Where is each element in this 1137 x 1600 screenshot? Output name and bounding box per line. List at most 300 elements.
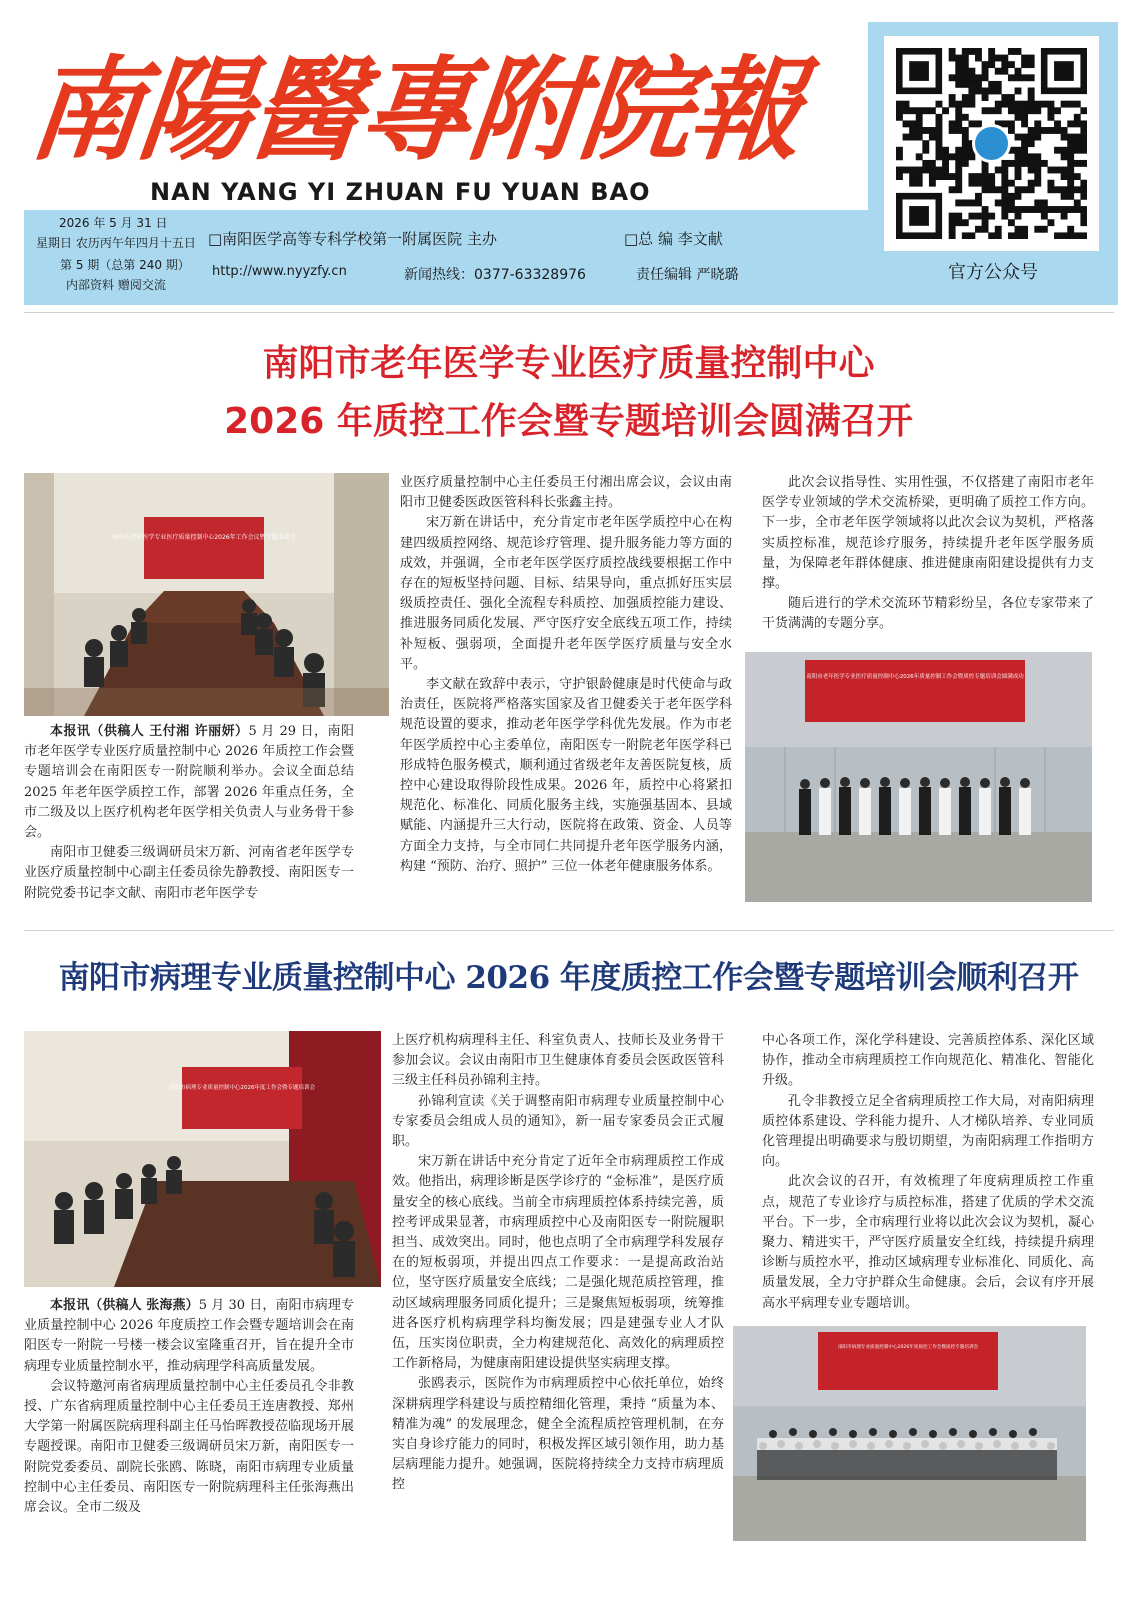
qr-module (955, 180, 962, 187)
issue-number: 第 5 期（总第 240 期） (60, 258, 190, 272)
qr-module (1054, 127, 1061, 134)
qr-module (1041, 127, 1048, 134)
qr-module (1054, 232, 1061, 239)
qr-module (1067, 226, 1074, 233)
qr-module (968, 180, 975, 187)
qr-module (936, 101, 943, 108)
qr-module (942, 147, 949, 154)
qr-module (968, 88, 975, 95)
qr-module (1021, 107, 1028, 114)
qr-module (1001, 68, 1008, 75)
article1-headline-line1: 南阳市老年医学专业医疗质量控制中心 (262, 343, 875, 384)
qr-module (1021, 134, 1028, 141)
qr-module (949, 101, 956, 108)
qr-module (1008, 232, 1015, 239)
qr-module (1001, 120, 1008, 127)
article2-meeting-photo (24, 1031, 381, 1287)
qr-module (982, 180, 989, 187)
responsible-editor: 责任编辑 严晓璐 (636, 267, 739, 283)
qr-module (982, 219, 989, 226)
qr-module (896, 114, 903, 121)
qr-module (1074, 206, 1081, 213)
article2-column-3 (762, 1031, 1094, 1314)
qr-module (968, 68, 975, 75)
qr-module (1028, 167, 1035, 174)
article2-column-1 (24, 1296, 354, 1518)
qr-module (955, 61, 962, 68)
qr-module (1067, 206, 1074, 213)
qr-module (955, 127, 962, 134)
qr-module (982, 107, 989, 114)
qr-module (962, 134, 969, 141)
qr-module (903, 134, 910, 141)
newspaper-title: 南陽醫專附院報 (23, 45, 807, 176)
qr-module (1041, 101, 1048, 108)
article1-group-photo (745, 652, 1092, 902)
qr-module (1021, 232, 1028, 239)
qr-module (982, 88, 989, 95)
qr-module (1061, 101, 1068, 108)
article2-photo1-screen-text: 南阳市病理专业质量控制中心2026年度工作会暨专题培训会 (169, 1085, 315, 1091)
qr-module (962, 94, 969, 101)
qr-module (942, 153, 949, 160)
qr-module (922, 140, 929, 147)
qr-module (968, 120, 975, 127)
qr-module (968, 101, 975, 108)
qr-module (1028, 153, 1035, 160)
qr-module (1034, 107, 1041, 114)
qr-module (909, 107, 916, 114)
qr-module (909, 173, 916, 180)
qr-module (1067, 147, 1074, 154)
qr-module (1008, 206, 1015, 213)
qr-module (962, 68, 969, 75)
qr-module (1001, 199, 1008, 206)
qr-module (975, 213, 982, 220)
qr-module (949, 232, 956, 239)
qr-module (1001, 186, 1008, 193)
issue-date: 2026 年 5 月 31 日 (59, 216, 168, 230)
qr-module (1067, 153, 1074, 160)
qr-module (1067, 180, 1074, 187)
qr-module (1074, 186, 1081, 193)
qr-module (949, 226, 956, 233)
qr-module (988, 107, 995, 114)
website-url[interactable]: http://www.nyyzfy.cn (212, 264, 347, 279)
qr-module (896, 147, 903, 154)
qr-module (1021, 74, 1028, 81)
qr-module (1074, 120, 1081, 127)
qr-module (936, 114, 943, 121)
qr-module (1061, 147, 1068, 154)
qr-module (916, 134, 923, 141)
qr-module (1015, 232, 1022, 239)
article1-col2-p3: 李文献在致辞中表示，守护银龄健康是时代使命与政治责任，医院将严格落实国家及省卫健委关于老年医学科规范设置的要求，推动老年医学学科优先发展。作为市老年医学质控中心主委单位，南阳医专一附院老年医学科已形成特色服务模式，顺利通过省级老年友善医院复核，质控中心建设取得阶段性成果。2026 年，质控中心将紧扣规范化、标准化、同质化服务主线，实施强基固本、县域赋能、内涵提升三大行动，医院将在政策、资金、人员等方面全力支持，与全市同仁共同提升老年医学服务内涵，构建 “预防、治疗、照护” 三位一体老年健康服务体系。 (400, 677, 732, 874)
qr-module (1034, 199, 1041, 206)
qr-module (1034, 127, 1041, 134)
qr-module (949, 127, 956, 134)
qr-module (988, 81, 995, 88)
qr-module (1015, 226, 1022, 233)
qr-module (1015, 167, 1022, 174)
qr-module (1054, 147, 1061, 154)
qr-module (1021, 61, 1028, 68)
qr-module (1074, 147, 1081, 154)
qr-module (1047, 186, 1054, 193)
qr-module (949, 74, 956, 81)
qr-module (1041, 199, 1048, 206)
qr-module (1008, 61, 1015, 68)
qr-module (968, 199, 975, 206)
qr-module (975, 193, 982, 200)
qr-module (1067, 232, 1074, 239)
qr-module (982, 74, 989, 81)
qr-module (962, 153, 969, 160)
qr-module (955, 147, 962, 154)
qr-module (896, 173, 903, 180)
qr-module (995, 167, 1002, 174)
qr-module (1067, 140, 1074, 147)
qr-module (962, 232, 969, 239)
qr-module (949, 186, 956, 193)
qr-label: 官方公众号 (948, 262, 1038, 283)
article1-col2-p2: 宋万新在讲话中，充分肯定市老年医学质控中心在构建四级质控网络、规范诊疗管理、提升服务能力等方面的成效，并强调，全市老年医学医疗质控战线要根据工作中存在的短板坚持问题、目标、结果导向，重点抓好压实层级质控责任、强化全流程专科质控、加强质控能力建设、推进服务同质化发展、严守医疗安全底线五项工作，持续补短板、强弱项，全面提升老年医学医疗质量与安全水平。 (400, 515, 732, 672)
qr-module (1054, 186, 1061, 193)
qr-module (929, 167, 936, 174)
qr-module (1047, 127, 1054, 134)
qr-module (1061, 232, 1068, 239)
qr-module (1021, 120, 1028, 127)
qr-module (962, 160, 969, 167)
qr-module (1034, 167, 1041, 174)
qr-module (988, 232, 995, 239)
qr-module (962, 199, 969, 206)
qr-module (962, 74, 969, 81)
qr-module (1034, 180, 1041, 187)
qr-module (982, 68, 989, 75)
qr-module (1080, 127, 1087, 134)
qr-module (988, 180, 995, 187)
qr-module (916, 180, 923, 187)
qr-finder-square (909, 206, 929, 226)
qr-finder-square (1054, 61, 1074, 81)
article2-col3-p2: 孔令非教授立足全省病理质控工作大局，对南阳病理质控体系建设、学科能力提升、人才梯队培养、专业同质化管理提出明确要求与殷切期望，为南阳病理工作指明方向。 (762, 1093, 1094, 1170)
qr-module (982, 61, 989, 68)
qr-module (968, 81, 975, 88)
qr-module (1001, 180, 1008, 187)
qr-module (1008, 74, 1015, 81)
qr-module (1015, 193, 1022, 200)
qr-module (909, 127, 916, 134)
qr-module (1015, 173, 1022, 180)
qr-module (929, 134, 936, 141)
qr-module (903, 101, 910, 108)
article2-col2-p3: 宋万新在讲话中充分肯定了近年全市病理质控工作成效。他指出，病理诊断是医学诊疗的 “金标准”，是医疗质量安全的核心底线。当前全市病理质控体系持续完善，质控考评成果显著，市病理质控中心及南阳医专一附院履职担当、成效突出。同时，他也点明了全市病理学科发展存在的短板弱项，并提出四点工作要求：一是提高政治站位，坚守医疗质量安全底线；二是强化规范质控管理，推动区域病理服务同质化提升；三是聚焦短板弱项，统筹推进各医疗机构病理学科均衡发展；四是建强专业人才队伍，压实岗位职责，全力构建规范化、高效化的病理质控工作新格局，为健康南阳建设提供坚实病理支撑。 (392, 1154, 724, 1372)
qr-module (949, 219, 956, 226)
qr-module (1080, 120, 1087, 127)
qr-module (1047, 167, 1054, 174)
qr-module (1008, 219, 1015, 226)
qr-module (1021, 153, 1028, 160)
qr-module (1001, 94, 1008, 101)
qr-module (982, 94, 989, 101)
wechat-qr-code[interactable] (884, 36, 1099, 251)
article1-column-1 (24, 722, 354, 904)
qr-module (1008, 160, 1015, 167)
qr-module (1034, 120, 1041, 127)
qr-module (955, 213, 962, 220)
qr-module (936, 167, 943, 174)
qr-module (1061, 173, 1068, 180)
qr-module (1041, 160, 1048, 167)
qr-module (1015, 107, 1022, 114)
qr-module (1080, 186, 1087, 193)
qr-module (1001, 55, 1008, 62)
qr-module (1028, 180, 1035, 187)
internal-notice: 内部资料 赠阅交流 (66, 278, 166, 292)
qr-module (1008, 120, 1015, 127)
qr-module (929, 107, 936, 114)
qr-module (988, 88, 995, 95)
qr-module (1015, 68, 1022, 75)
qr-module (1061, 213, 1068, 220)
qr-module (916, 167, 923, 174)
qr-module (968, 232, 975, 239)
qr-module (1080, 160, 1087, 167)
article2-col2-p4: 张鸥表示，医院作为市病理质控中心依托单位，始终深耕病理学科建设与质控精细化管理，秉持 “质量为本、精准为魂” 的发展理念，健全全流程质控管理机制，在夯实自身诊疗能力的同时，积极发挥区域引领作用，助力基层病理能力提升。她强调，医院将持续全力支持市病理质控 (392, 1376, 724, 1493)
qr-module (1034, 206, 1041, 213)
qr-module (1067, 101, 1074, 108)
article2-col3-p3: 此次会议的召开，有效梳理了年度病理质控工作重点，规范了专业诊疗与质控标准，搭建了优质的学术交流平台。下一步，全市病理行业将以此次会议为契机，凝心聚力、精进实干，严守医疗质量安全红线，持续提升病理诊断与质控水平，推动区域病理专业标准化、同质化、高质量发展，全力守护群众生命健康。会后，会议有序开展高水平病理专业专题培训。 (762, 1174, 1094, 1311)
article1-byline: 本报讯（供稿人 王付湘 许丽妍） (50, 724, 249, 739)
qr-module (929, 173, 936, 180)
article1-col2-p1: 业医疗质量控制中心主任委员王付湘出席会议，会议由南阳市卫健委医政医管科科长张鑫主持。 (400, 475, 732, 511)
qr-module (988, 186, 995, 193)
article1-photo2-banner-text: 南阳市老年医学专业医疗质量控制中心2026年质量控制工作会暨质控专题培训会圆满成功 (806, 674, 1024, 680)
qr-module (982, 226, 989, 233)
qr-module (962, 61, 969, 68)
qr-module (975, 226, 982, 233)
qr-module (942, 107, 949, 114)
qr-module (1021, 186, 1028, 193)
qr-module (1001, 160, 1008, 167)
qr-module (1047, 114, 1054, 121)
qr-module (1067, 167, 1074, 174)
qr-module (916, 120, 923, 127)
article2-col2-p1: 上医疗机构病理科主任、科室负责人、技师长及业务骨干参加会议。会议由南阳市卫生健康体育委员会医政医管科三级主任科员孙锦利主持。 (392, 1033, 724, 1089)
qr-module (922, 167, 929, 174)
qr-module (1008, 193, 1015, 200)
qr-module (955, 101, 962, 108)
qr-module (903, 120, 910, 127)
qr-module (968, 48, 975, 55)
qr-module (1008, 127, 1015, 134)
qr-module (949, 213, 956, 220)
qr-module (909, 180, 916, 187)
qr-module (1028, 140, 1035, 147)
qr-module (1061, 167, 1068, 174)
qr-module (922, 127, 929, 134)
qr-module (1021, 226, 1028, 233)
qr-module (949, 153, 956, 160)
qr-module (1021, 206, 1028, 213)
qr-module (903, 167, 910, 174)
qr-module (1041, 213, 1048, 220)
qr-module (1061, 193, 1068, 200)
qr-module (995, 88, 1002, 95)
qr-module (995, 186, 1002, 193)
qr-module (1047, 219, 1054, 226)
qr-module (975, 120, 982, 127)
qr-module (1047, 101, 1054, 108)
qr-module (1021, 160, 1028, 167)
qr-module (1008, 107, 1015, 114)
qr-module (922, 147, 929, 154)
qr-module (1015, 213, 1022, 220)
qr-module (955, 107, 962, 114)
article2-col2-p2: 孙锦利宣读《关于调整南阳市病理专业质量控制中心专家委员会组成人员的通知》，新一届专家委员会正式履职。 (392, 1093, 724, 1150)
masthead-divider (24, 312, 1114, 313)
qr-module (1067, 134, 1074, 141)
weekday-lunar-date: 星期日 农历丙午年四月十五日 (36, 236, 196, 250)
qr-module (995, 68, 1002, 75)
qr-module (1028, 160, 1035, 167)
qr-module (1015, 134, 1022, 141)
qr-module (909, 167, 916, 174)
qr-module (936, 153, 943, 160)
qr-module (1001, 101, 1008, 108)
qr-module (936, 127, 943, 134)
qr-module (955, 55, 962, 62)
qr-module (1054, 107, 1061, 114)
qr-module (896, 107, 903, 114)
qr-module (896, 153, 903, 160)
qr-module (1080, 140, 1087, 147)
qr-module (1008, 180, 1015, 187)
newspaper-title-pinyin: NAN YANG YI ZHUAN FU YUAN BAO (150, 178, 651, 206)
qr-module (1074, 173, 1081, 180)
qr-module (1074, 134, 1081, 141)
qr-finder-square (909, 61, 929, 81)
qr-module (988, 213, 995, 220)
qr-module (896, 167, 903, 174)
qr-module (896, 101, 903, 108)
qr-module (982, 213, 989, 220)
qr-module (955, 114, 962, 121)
qr-module (1015, 186, 1022, 193)
qr-module (1008, 48, 1015, 55)
qr-module (988, 173, 995, 180)
article2-column-2 (392, 1031, 724, 1496)
qr-module (1028, 186, 1035, 193)
qr-module (1001, 206, 1008, 213)
qr-module (1061, 206, 1068, 213)
qr-module (1034, 153, 1041, 160)
qr-module (982, 206, 989, 213)
qr-module (949, 55, 956, 62)
qr-module (995, 199, 1002, 206)
qr-module (1034, 101, 1041, 108)
qr-module (1015, 48, 1022, 55)
qr-module (1080, 134, 1087, 141)
article2-col3-p1: 中心各项工作，深化学科建设、完善质控体系、深化区域协作，推动全市病理质控工作向规范化、精准化、智能化升级。 (762, 1033, 1094, 1089)
qr-module (1028, 61, 1035, 68)
qr-module (962, 140, 969, 147)
qr-module (1047, 180, 1054, 187)
qr-module (995, 81, 1002, 88)
qr-module (1015, 114, 1022, 121)
qr-module (955, 160, 962, 167)
qr-module (1001, 173, 1008, 180)
article2-headline: 南阳市病理专业质量控制中心 2026 年度质控工作会暨专题培训会顺利召开 (58, 960, 1079, 996)
qr-module (1028, 94, 1035, 101)
article2-col1-p2: 会议特邀河南省病理质量控制中心主任委员孔令非教授、广东省病理质量控制中心主任委员王连唐教授、郑州大学第一附属医院病理科副主任马怡晖教授莅临现场开展专题授课。南阳市卫健委三级调研员宋万新，南阳医专一附院党委委员、副院长张鸥、陈晓，南阳市病理专业质量控制中心主任委员、南阳医专一附院病理科主任张海燕出席会议。全市二级及 (24, 1378, 354, 1516)
qr-module (1028, 74, 1035, 81)
qr-module (942, 173, 949, 180)
qr-module (1028, 107, 1035, 114)
qr-module (1015, 153, 1022, 160)
qr-module (916, 153, 923, 160)
article1-col1-p2: 南阳市卫健委三级调研员宋万新、河南省老年医学专业医疗质量控制中心副主任委员徐先静教授、南阳医专一附院党委书记李文献、南阳市老年医学专 (24, 845, 354, 901)
qr-module (962, 114, 969, 121)
qr-module (922, 160, 929, 167)
qr-module (942, 160, 949, 167)
qr-logo-icon (974, 126, 1010, 162)
qr-module (1001, 193, 1008, 200)
qr-module (1015, 101, 1022, 108)
qr-module (1061, 127, 1068, 134)
qr-module (995, 107, 1002, 114)
article1-col3-p2: 随后进行的学术交流环节精彩纷呈，各位专家带来了干货满满的专题分享。 (762, 596, 1094, 632)
qr-module (988, 61, 995, 68)
qr-module (1021, 55, 1028, 62)
qr-module (1054, 206, 1061, 213)
qr-module (916, 173, 923, 180)
qr-module (909, 120, 916, 127)
qr-module (975, 48, 982, 55)
article-divider (24, 930, 1114, 931)
qr-module (975, 199, 982, 206)
qr-module (1047, 206, 1054, 213)
qr-module (936, 173, 943, 180)
qr-module (988, 48, 995, 55)
host-organization: □南阳医学高等专科学校第一附属医院 主办 (208, 230, 497, 248)
qr-module (982, 167, 989, 174)
qr-module (1074, 114, 1081, 121)
qr-module (1028, 88, 1035, 95)
qr-module (1074, 140, 1081, 147)
qr-module (929, 160, 936, 167)
qr-module (975, 88, 982, 95)
qr-module (1080, 107, 1087, 114)
qr-module (936, 134, 943, 141)
qr-module (1067, 186, 1074, 193)
qr-module (1054, 120, 1061, 127)
qr-module (1080, 232, 1087, 239)
qr-module (1067, 193, 1074, 200)
qr-module (975, 74, 982, 81)
qr-module (968, 173, 975, 180)
qr-module (995, 226, 1002, 233)
qr-module (995, 55, 1002, 62)
qr-module (1028, 55, 1035, 62)
qr-module (1067, 120, 1074, 127)
qr-module (1074, 232, 1081, 239)
qr-module (929, 180, 936, 187)
qr-module (968, 74, 975, 81)
qr-module (982, 186, 989, 193)
qr-module (962, 48, 969, 55)
